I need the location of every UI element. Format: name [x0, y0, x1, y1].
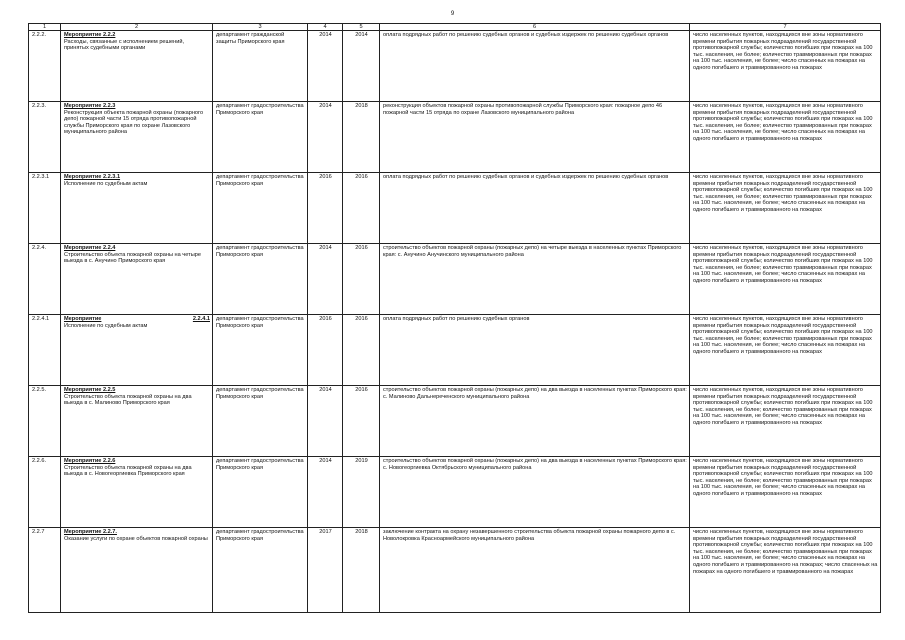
measure-title-line	[64, 316, 210, 323]
start-year: 2014	[308, 31, 343, 102]
item-number: 2.2.6.	[29, 457, 61, 528]
table-row	[29, 173, 881, 244]
table-row	[29, 457, 881, 528]
end-year: 2016	[343, 386, 380, 457]
result-cell: заключение контракта на охрану незавершенного строительства объекта пожарной охраны пожарного депо в с. Новолокровка Красноармейского муниципального района	[380, 528, 690, 613]
measure-title-suffix: 2.2.4.1	[192, 316, 210, 322]
measure-cell	[61, 244, 213, 315]
measure-description: Реконструкция объекта пожарной охраны (пожарного депо) пожарной части 15 отряда противопожарной службы Приморского края по охране Лазовского муниципального района	[64, 109, 204, 136]
measure-title: Мероприятие 2.2.2	[64, 32, 116, 38]
measure-description: Расходы, связанные с исполнением решений, принятых судебными органами	[64, 38, 185, 52]
header-cell: 6	[380, 24, 690, 31]
measure-description: Оказание услуги по охране объектов пожарной охраны	[64, 535, 208, 542]
measure-title: Мероприятие 2.2.5	[64, 387, 116, 393]
measure-title-line	[64, 529, 210, 536]
measure-cell	[61, 173, 213, 244]
item-number: 2.2.4.	[29, 244, 61, 315]
measure-title: Мероприятие 2.2.3	[64, 103, 116, 109]
table-row	[29, 244, 881, 315]
measure-cell	[61, 102, 213, 173]
executor-cell: департамент градостроительства Приморского края	[213, 315, 308, 386]
measure-title-line	[64, 32, 210, 39]
end-year: 2016	[343, 315, 380, 386]
end-year: 2018	[343, 102, 380, 173]
header-cell: 4	[308, 24, 343, 31]
item-number: 2.2.3.	[29, 102, 61, 173]
end-year: 2016	[343, 244, 380, 315]
executor-cell: департамент градостроительства Приморского края	[213, 386, 308, 457]
result-cell: строительство объектов пожарной охраны (пожарных депо) на четыре выезда в населенных пунктах Приморского края: с. Анучино Анучинского муниципального района	[380, 244, 690, 315]
executor-cell: департамент градостроительства Приморского края	[213, 173, 308, 244]
header-cell: 3	[213, 24, 308, 31]
start-year: 2017	[308, 528, 343, 613]
header-cell: 2	[61, 24, 213, 31]
indicators-cell: число населенных пунктов, находящихся вне зоны нормативного времени прибытия пожарных подразделений государственной противопожарной службы; количество погибших при пожарах на 100 тыс. населения, не более; количество травмированных при пожарах на 100 тыс. населения, не более; число спасенных на пожарах на одного погибшего и травмированного на пожарах	[690, 173, 881, 244]
item-number: 2.2.3.1	[29, 173, 61, 244]
measure-title: Мероприятие 2.2.4	[64, 245, 116, 251]
executor-cell: департамент градостроительства Приморского края	[213, 244, 308, 315]
start-year: 2014	[308, 244, 343, 315]
indicators-cell: число населенных пунктов, находящихся вне зоны нормативного времени прибытия пожарных подразделений государственной противопожарной службы; количество погибших при пожарах на 100 тыс. населения, не более; количество травмированных при пожарах на 100 тыс. населения, не более; число спасенных на пожарах на одного погибшего и травмированного на пожарах	[690, 386, 881, 457]
measure-title: Мероприятие 2.2.3.1	[64, 174, 121, 180]
measure-cell	[61, 315, 213, 386]
result-cell: оплата подрядных работ по решению судебных органов и судебных издержек по решению судебных органов	[380, 173, 690, 244]
measure-title-line	[64, 458, 210, 465]
end-year: 2019	[343, 457, 380, 528]
result-cell: реконструкция объектов пожарной охраны противопожарной службы Приморского края: пожарное депо 46 пожарной части 15 отряда по охране Лазовского муниципального района	[380, 102, 690, 173]
measure-title-line	[64, 245, 210, 252]
header-row	[29, 24, 881, 31]
measure-title: Мероприятие 2.2.6	[64, 458, 116, 464]
start-year: 2016	[308, 315, 343, 386]
measure-description: Строительство объекта пожарной охраны на два выезда в с. Новогеоргиевка Приморского края	[64, 464, 192, 478]
indicators-cell: число населенных пунктов, находящихся вне зоны нормативного времени прибытия пожарных подразделений государственной противопожарной службы; количество погибших при пожарах на 100 тыс. населения, не более; количество травмированных при пожарах на 100 тыс. населения, не более; число спасенных на пожарах на одного погибшего и травмированного на пожарах	[690, 457, 881, 528]
measure-cell	[61, 31, 213, 102]
end-year: 2018	[343, 528, 380, 613]
measure-cell	[61, 386, 213, 457]
table-row	[29, 528, 881, 613]
measure-cell	[61, 528, 213, 613]
table-row	[29, 102, 881, 173]
table-row	[29, 315, 881, 386]
indicators-cell: число населенных пунктов, находящихся вне зоны нормативного времени прибытия пожарных подразделений государственной противопожарной службы; количество погибших при пожарах на 100 тыс. населения, не более; количество травмированных при пожарах на 100 тыс. населения, не более; число спасенных на пожарах на одного погибшего и травмированного на пожарах	[690, 31, 881, 102]
executor-cell: департамент градостроительства Приморского края	[213, 528, 308, 613]
measure-description: Исполнение по судебным актам	[64, 322, 148, 329]
start-year: 2014	[308, 457, 343, 528]
item-number: 2.2.4.1	[29, 315, 61, 386]
measure-description: Строительство объекта пожарной охраны на два выезда в с. Малиново Приморского края	[64, 393, 192, 407]
header-cell: 1	[29, 24, 61, 31]
measure-cell	[61, 457, 213, 528]
measure-title: Мероприятие 2.2.7.	[64, 529, 117, 535]
indicators-cell: число населенных пунктов, находящихся вне зоны нормативного времени прибытия пожарных подразделений государственной противопожарной службы; количество погибших при пожарах на 100 тыс. населения, не более; количество травмированных при пожарах на 100 тыс. населения, не более; число спасенных на пожарах на одного погибшего и травмированного на пожарах	[690, 315, 881, 386]
table-row	[29, 386, 881, 457]
item-number: 2.2.2.	[29, 31, 61, 102]
measures-table	[28, 23, 881, 613]
measure-title-line	[64, 103, 210, 110]
table-row	[29, 31, 881, 102]
result-cell: оплата подрядных работ по решению судебных органов	[380, 315, 690, 386]
start-year: 2014	[308, 386, 343, 457]
measure-description: Строительство объекта пожарной охраны на четыре выезда в с. Анучино Приморского края	[64, 251, 201, 265]
indicators-cell: число населенных пунктов, находящихся вне зоны нормативного времени прибытия пожарных подразделений государственной противопожарной службы; количество погибших при пожарах на 100 тыс. населения, не более; количество травмированных при пожарах на 100 тыс. населения, не более; число спасенных на пожарах на одного погибшего и травмированного на пожарах; число спасенных на пожарах на одного погибшего и травмированного на пожарах	[690, 528, 881, 613]
measure-title-line	[64, 387, 210, 394]
item-number: 2.2.7	[29, 528, 61, 613]
executor-cell: департамент гражданской защиты Приморского края	[213, 31, 308, 102]
result-cell: оплата подрядных работ по решению судебных органов и судебных издержек по решению судебных органов	[380, 31, 690, 102]
indicators-cell: число населенных пунктов, находящихся вне зоны нормативного времени прибытия пожарных подразделений государственной противопожарной службы; количество погибших при пожарах на 100 тыс. населения, не более; количество травмированных при пожарах на 100 тыс. населения, не более; число спасенных на пожарах на одного погибшего и травмированного на пожарах	[690, 102, 881, 173]
indicators-cell: число населенных пунктов, находящихся вне зоны нормативного времени прибытия пожарных подразделений государственной противопожарной службы; количество погибших при пожарах на 100 тыс. населения, не более; количество травмированных при пожарах на 100 тыс. населения, не более; число спасенных на пожарах на одного погибшего и травмированного на пожарах	[690, 244, 881, 315]
header-cell: 7	[690, 24, 881, 31]
executor-cell: департамент градостроительства Приморского края	[213, 102, 308, 173]
measure-description: Исполнение по судебным актам	[64, 180, 148, 187]
start-year: 2016	[308, 173, 343, 244]
executor-cell: департамент градостроительства Приморского края	[213, 457, 308, 528]
measure-title-line	[64, 174, 210, 181]
start-year: 2014	[308, 102, 343, 173]
end-year: 2016	[343, 173, 380, 244]
measure-title: Мероприятие	[64, 316, 102, 322]
result-cell: строительство объектов пожарной охраны (пожарных депо) на два выезда в населенных пунктах Приморского края: с. Новогеоргиевка Октябрьского муниципального района	[380, 457, 690, 528]
page-number: 9	[450, 11, 455, 17]
result-cell: строительство объектов пожарной охраны (пожарных депо) на два выезда в населенных пунктах Приморского края: с. Малиново Дальнереченского муниципального района	[380, 386, 690, 457]
header-cell: 5	[343, 24, 380, 31]
end-year: 2014	[343, 31, 380, 102]
item-number: 2.2.5.	[29, 386, 61, 457]
